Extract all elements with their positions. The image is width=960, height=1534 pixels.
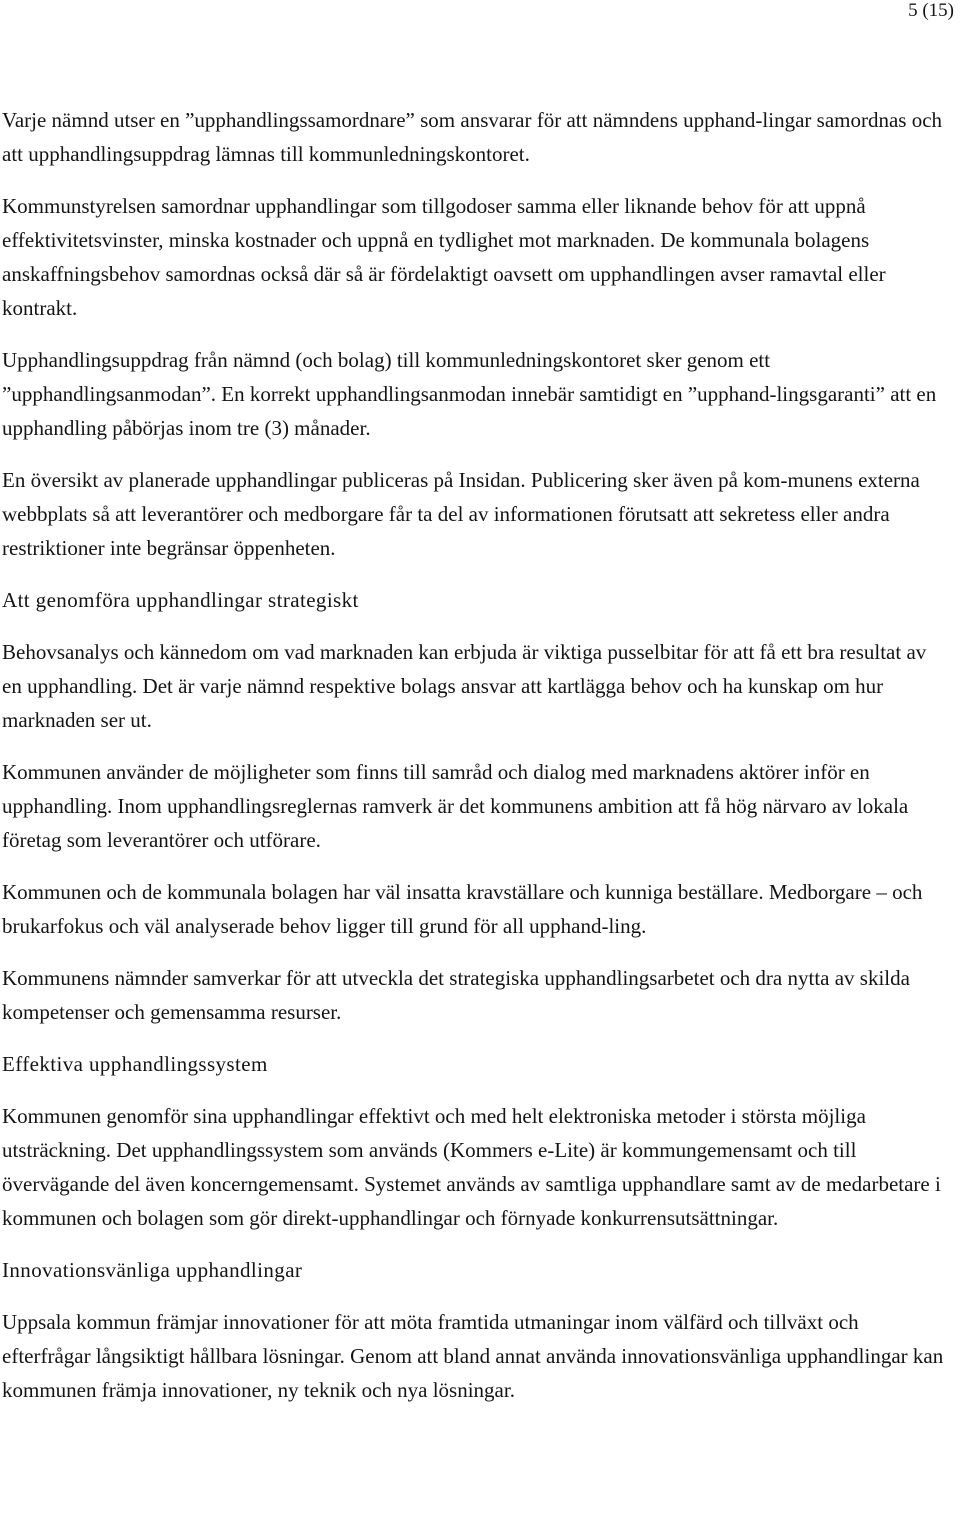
paragraph-needs-analysis: Behovsanalys och kännedom om vad marknaden kan erbjuda är viktiga pusselbitar för att få ett bra resultat av en upphandling. Det är varje nämnd respektive bolags ansvar att kartlägga behov och ha kunskap om hur marknaden ser ut. [2,640,927,732]
paragraph-nominee-coordinator: Varje nämnd utser en ”upphandlingssamordnare” som ansvarar för att nämndens upphand-lingar samordnas och att upphandlingsuppdrag lämnas till kommunledningskontoret. [2,108,943,166]
paragraph-procurement-request: Upphandlingsuppdrag från nämnd (och bolag) till kommunledningskontoret sker genom ett ”upphandlingsanmodan”. En korrekt upphandlingsanmodan innebär samtidigt en ”upphand-lingsgaranti” att en upphandling påbörjas inom tre (3) månader. [2,348,937,440]
heading-efficient-systems: Effektiva upphandlingssystem [2,1052,268,1076]
paragraph-cooperation: Kommunens nämnder samverkar för att utveckla det strategiska upphandlingsarbetet och dra nytta av skilda kompetenser och gemensamma resurser. [2,966,910,1024]
document-body [2,103,946,1425]
heading-strategic-procurement: Att genomföra upphandlingar strategiskt [2,588,359,612]
paragraph-electronic-methods: Kommunen genomför sina upphandlingar effektivt och med helt elektroniska metoder i största möjliga utsträckning. Det upphandlingssystem som används (Kommers e-Lite) är kommungemensamt och till övervägande del även koncerngemensamt. Systemet används av samtliga upphandlare samt av de medarbetare i kommunen och bolagen som gör direkt-upphandlingar och förnyade konkurrensutsättningar. [2,1104,941,1230]
paragraph-overview-publication: En översikt av planerade upphandlingar publiceras på Insidan. Publicering sker även på kom-munens externa webbplats så att leverantörer och medborgare får ta del av informationen förutsatt att sekretess eller andra restriktioner inte begränsar öppenheten. [2,468,920,560]
paragraph-coordination: Kommunstyrelsen samordnar upphandlingar som tillgodoser samma eller liknande behov för att uppnå effektivitetsvinster, minska kostnader och uppnå en tydlighet mot marknaden. De kommunala bolagens anskaffningsbehov samordnas också där så är fördelaktigt oavsett om upphandlingen avser ramavtal eller kontrakt. [2,194,886,320]
paragraph-innovation: Uppsala kommun främjar innovationer för att möta framtida utmaningar inom välfärd och tillväxt och efterfrågar långsiktigt hållbara lösningar. Genom att bland annat använda innovationsvänliga upphandlingar kan kommunen främja innovationer, ny teknik och nya lösningar. [2,1310,944,1402]
paragraph-requirements: Kommunen och de kommunala bolagen har väl insatta kravställare och kunniga beställare. Medborgare – och brukarfokus och väl analyserade behov ligger till grund för all upphand-ling. [2,880,923,938]
heading-innovation-procurement: Innovationsvänliga upphandlingar [2,1258,303,1282]
page-number: 5 (15) [908,0,954,21]
paragraph-market-dialogue: Kommunen använder de möjligheter som finns till samråd och dialog med marknadens aktörer inför en upphandling. Inom upphandlingsreglernas ramverk är det kommunens ambition att få hög närvaro av lokala företag som leverantörer och utförare. [2,760,909,852]
